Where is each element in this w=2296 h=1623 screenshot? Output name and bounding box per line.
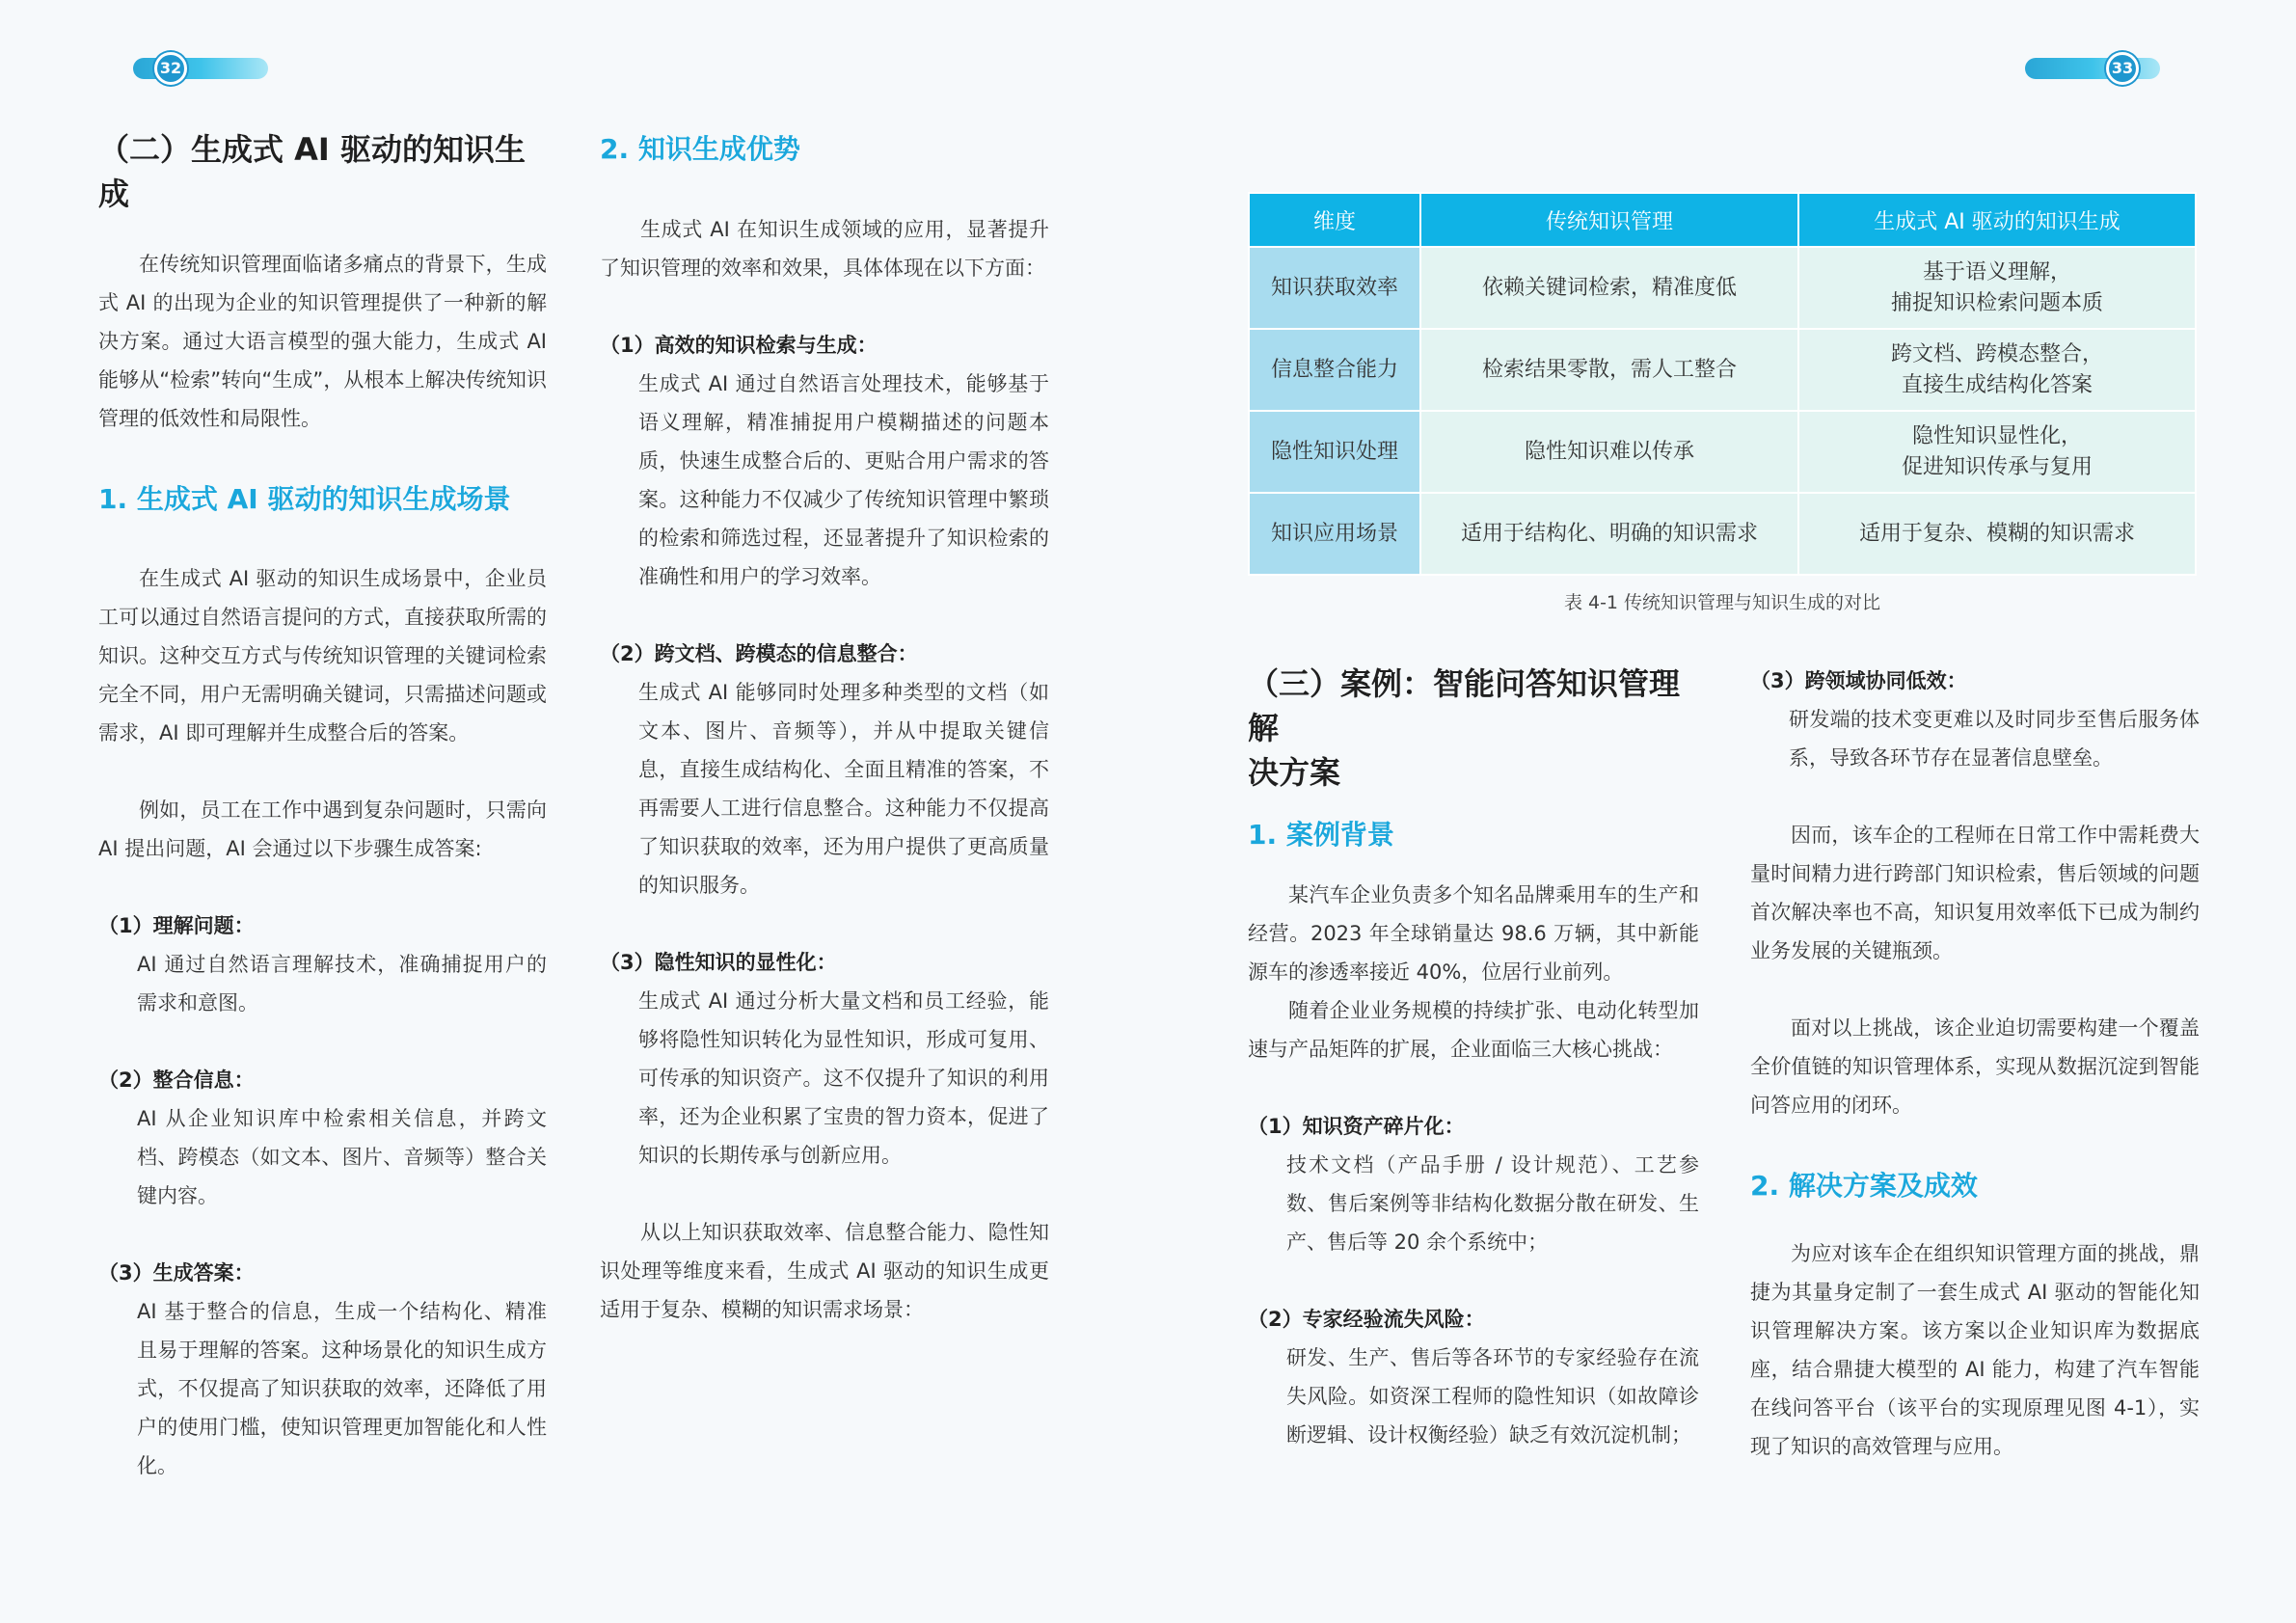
section-title-continued: 决方案 <box>1248 754 1341 791</box>
list-item-body: 技术文档（产品手册 / 设计规范）、工艺参数、售后案例等非结构化数据分散在研发、生产、售后等 20 余个系统中； <box>1286 1153 1699 1254</box>
table-header-row <box>1249 193 2196 247</box>
list-item-body: AI 从企业知识库中检索相关信息，并跨文档、跨模态（如文本、图片、音频等）整合关键内容。 <box>137 1107 547 1207</box>
column-3 <box>1248 662 1699 1454</box>
list-item-title: （2）整合信息： <box>98 1068 255 1092</box>
column-4 <box>1750 662 2200 1466</box>
cell-line: 捕捉知识检索问题本质 <box>1890 290 2103 315</box>
list-item-body: 生成式 AI 通过分析大量文档和员工经验，能够将隐性知识转化为显性知识，形成可复用、可传承的知识资产。这不仅提升了知识的利用率，还为企业积累了宝贵的智力资本，促进了知识的长期传承与创新应用。 <box>638 989 1049 1167</box>
list-item-body: 研发、生产、售后等各环节的专家经验存在流失风险。如资深工程师的隐性知识（如故障诊断逻辑、设计权衡经验）缺乏有效沉淀机制； <box>1286 1346 1699 1447</box>
list-item-body: AI 通过自然语言理解技术，准确捕捉用户的需求和意图。 <box>137 953 547 1014</box>
table-cell-traditional: 适用于结构化、明确的知识需求 <box>1420 493 1798 575</box>
cell-line: 基于语义理解， <box>1922 259 2071 284</box>
table-header-cell: 传统知识管理 <box>1420 193 1798 247</box>
column-2 <box>600 130 1049 1329</box>
page-tab-bar <box>133 58 268 79</box>
list-item-title: （1）高效的知识检索与生成： <box>600 334 878 357</box>
table-cell-generative <box>1798 493 2196 575</box>
cell-line: 直接生成结构化答案 <box>1901 372 2093 397</box>
table-row <box>1249 411 2196 493</box>
section-title: （三）案例：智能问答知识管理解 <box>1248 665 1681 746</box>
list-item-body: 生成式 AI 通过自然语言处理技术，能够基于语义理解，精准捕捉用户模糊描述的问题本质，快速生成整合后的、更贴合用户需求的答案。这种能力不仅减少了传统知识管理中繁琐的检索和筛选过程，还显著提升了知识检索的准确性和用户的学习效率。 <box>638 372 1049 588</box>
cell-line: 适用于复杂、模糊的知识需求 <box>1858 521 2135 546</box>
page-number-left: 32 <box>154 52 187 85</box>
list-item-title: （1）知识资产碎片化： <box>1248 1115 1465 1138</box>
list-item-body: 研发端的技术变更难以及时同步至售后服务体系，导致各环节存在显著信息壁垒。 <box>1789 708 2200 770</box>
table-cell-traditional: 检索结果零散，需人工整合 <box>1420 329 1798 411</box>
page-tab-left <box>133 58 268 79</box>
table-cell-generative <box>1798 247 2196 329</box>
page-number-right: 33 <box>2106 52 2139 85</box>
subsection-title: 1. 生成式 AI 驱动的知识生成场景 <box>98 483 511 515</box>
table-row <box>1249 247 2196 329</box>
list-item-title: （2）专家经验流失风险： <box>1248 1308 1485 1331</box>
table-row <box>1249 493 2196 575</box>
cell-line: 隐性知识显性化， <box>1911 423 2082 448</box>
intro-paragraph: 在传统知识管理面临诸多痛点的背景下，生成式 AI 的出现为企业的知识管理提供了一种新的解决方案。通过大语言模型的强大能力，生成式 AI 能够从“检索”转向“生成”，从根本上解决传统知识管理的低效性和局限性。 <box>98 253 547 430</box>
paragraph: 例如，员工在工作中遇到复杂问题时，只需向 AI 提出问题，AI 会通过以下步骤生成答案: <box>98 798 547 860</box>
conclusion-paragraph: 从以上知识获取效率、信息整合能力、隐性知识处理等维度来看，生成式 AI 驱动的知识生成更适用于复杂、模糊的知识需求场景： <box>600 1221 1049 1321</box>
table-caption: 表 4-1 传统知识管理与知识生成的对比 <box>1563 592 1881 613</box>
list-item-title: （1）理解问题： <box>98 914 255 937</box>
page-tab-right <box>2025 58 2160 79</box>
paragraph: 因而，该车企的工程师在日常工作中需耗费大量时间精力进行跨部门知识检索，售后领域的问题首次解决率也不高，知识复用效率低下已成为制约业务发展的关键瓶颈。 <box>1750 824 2200 962</box>
table-cell-traditional: 隐性知识难以传承 <box>1420 411 1798 493</box>
paragraph: 面对以上挑战，该企业迫切需要构建一个覆盖全价值链的知识管理体系，实现从数据沉淀到智能问答应用的闭环。 <box>1750 1016 2200 1117</box>
paragraph: 随着企业业务规模的持续扩张、电动化转型加速与产品矩阵的扩展，企业面临三大核心挑战： <box>1248 999 1699 1061</box>
list-item-body: 生成式 AI 能够同时处理多种类型的文档（如文本、图片、音频等），并从中提取关键信息，直接生成结构化、全面且精准的答案，不再需要人工进行信息整合。这种能力不仅提高了知识获取的效率，还为用户提供了更高质量的知识服务。 <box>638 681 1049 897</box>
cell-line: 跨文档、跨模态整合， <box>1890 341 2103 366</box>
list-item-body: AI 基于整合的信息，生成一个结构化、精准且易于理解的答案。这种场景化的知识生成方式，不仅提高了知识获取的效率，还降低了用户的使用门槛，使知识管理更加智能化和人性化。 <box>137 1300 547 1477</box>
cell-line: 促进知识传承与复用 <box>1901 454 2093 479</box>
table-cell-dimension: 隐性知识处理 <box>1249 411 1420 493</box>
intro-paragraph: 生成式 AI 在知识生成领域的应用，显著提升了知识管理的效率和效果，具体体现在以下方面： <box>600 218 1049 280</box>
table-header-cell: 维度 <box>1249 193 1420 247</box>
section-title: （二）生成式 AI 驱动的知识生成 <box>98 131 526 212</box>
subsection-title: 2. 知识生成优势 <box>600 133 800 165</box>
list-item-title: （3）生成答案： <box>98 1261 255 1285</box>
subsection-title: 2. 解决方案及成效 <box>1750 1170 1978 1202</box>
page-tab-bar <box>2025 58 2160 79</box>
list-item-title: （3）跨领域协同低效： <box>1750 669 1967 692</box>
list-item-title: （2）跨文档、跨模态的信息整合： <box>600 642 918 665</box>
paragraph: 在生成式 AI 驱动的知识生成场景中，企业员工可以通过自然语言提问的方式，直接获取所需的知识。这种交互方式与传统知识管理的关键词检索完全不同，用户无需明确关键词，只需描述问题或需求，AI 即可理解并生成整合后的答案。 <box>98 567 547 744</box>
table-cell-traditional: 依赖关键词检索，精准度低 <box>1420 247 1798 329</box>
table-cell-generative <box>1798 329 2196 411</box>
comparison-table <box>1248 192 2197 576</box>
table-cell-generative <box>1798 411 2196 493</box>
paragraph: 某汽车企业负责多个知名品牌乘用车的生产和经营。2023 年全球销量达 98.6 万辆，其中新能源车的渗透率接近 40%，位居行业前列。 <box>1248 883 1699 984</box>
column-1 <box>98 127 547 1485</box>
subsection-title: 1. 案例背景 <box>1248 819 1394 851</box>
table-cell-dimension: 知识获取效率 <box>1249 247 1420 329</box>
table-cell-dimension: 信息整合能力 <box>1249 329 1420 411</box>
table-cell-dimension: 知识应用场景 <box>1249 493 1420 575</box>
table-header-cell: 生成式 AI 驱动的知识生成 <box>1798 193 2196 247</box>
table-row <box>1249 329 2196 411</box>
paragraph: 为应对该车企在组织知识管理方面的挑战，鼎捷为其量身定制了一套生成式 AI 驱动的智能化知识管理解决方案。该方案以企业知识库为数据底座，结合鼎捷大模型的 AI 能力，构建了汽车智能在线问答平台（该平台的实现原理见图 4-1），实现了知识的高效管理与应用。 <box>1750 1242 2200 1458</box>
list-item-title: （3）隐性知识的显性化： <box>600 951 837 974</box>
